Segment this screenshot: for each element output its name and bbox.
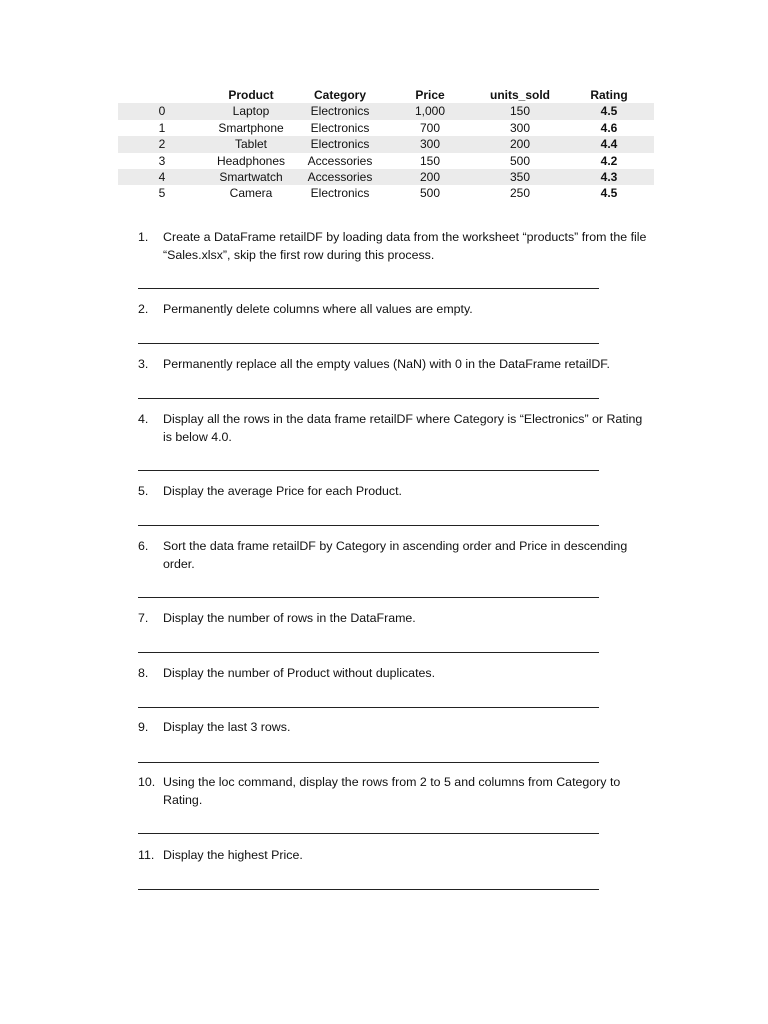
row-index: 5 <box>158 186 166 201</box>
cell-price: 150 <box>419 153 441 168</box>
table-row <box>118 169 654 185</box>
cell-price: 300 <box>384 136 476 152</box>
row-index: 1 <box>158 120 166 135</box>
question-text: Create a DataFrame retailDF by loading data from the worksheet “products” from the file “Sales.xlsx”, skip the first row during this process. <box>163 230 647 262</box>
cell-price: 700 <box>419 120 441 135</box>
row-index: 2 <box>118 136 206 152</box>
cell-category: Electronics <box>296 136 384 152</box>
cell-units-sold: 350 <box>476 169 564 185</box>
cell-rating: 4.4 <box>564 136 654 152</box>
cell-product: Headphones <box>216 153 286 168</box>
answer-line[interactable] <box>138 597 599 598</box>
cell-rating: 4.5 <box>600 186 618 201</box>
answer-line[interactable] <box>138 652 599 653</box>
row-index: 4 <box>118 169 206 185</box>
answer-line[interactable] <box>138 288 599 289</box>
question-number: 11. <box>138 848 155 862</box>
answer-line[interactable] <box>138 833 599 834</box>
question-text: Display the number of Product without duplicates. <box>163 666 436 680</box>
question-number: 10. <box>138 775 156 789</box>
cell-product: Laptop <box>206 103 296 119</box>
cell-category: Electronics <box>296 103 384 119</box>
question-number: 8. <box>138 666 149 680</box>
answer-line[interactable] <box>138 525 599 526</box>
cell-price: 200 <box>384 169 476 185</box>
cell-rating: 4.5 <box>564 103 654 119</box>
table-header-row <box>118 87 654 103</box>
question-text: Permanently delete columns where all values are empty. <box>163 302 473 316</box>
table-row <box>118 185 654 201</box>
question-text: Display the highest Price. <box>163 848 303 862</box>
row-index: 0 <box>118 103 206 119</box>
header-index <box>118 87 206 103</box>
table-row <box>118 136 654 152</box>
dataframe-table <box>118 87 654 202</box>
header-rating: Rating <box>590 88 628 102</box>
header-price: Price <box>415 88 445 102</box>
cell-product: Smartphone <box>218 120 284 135</box>
question-number: 9. <box>138 720 149 734</box>
question-number: 6. <box>138 539 149 553</box>
question-number: 3. <box>138 357 149 371</box>
cell-category: Accessories <box>307 153 373 168</box>
row-index: 3 <box>158 153 166 168</box>
cell-product: Tablet <box>206 136 296 152</box>
table-row <box>118 120 654 136</box>
answer-line[interactable] <box>138 889 599 890</box>
question-number: 4. <box>138 412 149 426</box>
cell-product: Camera <box>229 186 273 201</box>
answer-line[interactable] <box>138 343 599 344</box>
cell-rating: 4.6 <box>600 120 618 135</box>
cell-category: Electronics <box>310 120 370 135</box>
question-number: 5. <box>138 484 149 498</box>
table-row <box>118 103 654 119</box>
question-number: 1. <box>138 230 149 244</box>
question-text: Sort the data frame retailDF by Category in ascending order and Price in descending order. <box>163 539 628 571</box>
cell-units-sold: 200 <box>476 136 564 152</box>
question-text: Display the last 3 rows. <box>163 720 291 734</box>
answer-line[interactable] <box>138 470 599 471</box>
question-number: 7. <box>138 611 149 625</box>
cell-product: Smartwatch <box>206 169 296 185</box>
cell-units-sold: 150 <box>476 103 564 119</box>
cell-units-sold: 250 <box>509 186 531 201</box>
cell-units-sold: 500 <box>509 153 531 168</box>
answer-line[interactable] <box>138 707 599 708</box>
cell-category: Accessories <box>296 169 384 185</box>
question-text: Display the number of rows in the DataFrame. <box>163 611 416 625</box>
header-category: Category <box>313 88 366 102</box>
cell-rating: 4.2 <box>600 153 618 168</box>
question-text: Display the average Price for each Product. <box>163 484 402 498</box>
question-text: Using the loc command, display the rows from 2 to 5 and columns from Category to Rating. <box>163 775 621 807</box>
question-text: Display all the rows in the data frame retailDF where Category is “Electronics” or Rating is below 4.0. <box>163 412 643 444</box>
cell-price: 500 <box>419 186 441 201</box>
cell-price: 1,000 <box>384 103 476 119</box>
answer-line[interactable] <box>138 398 599 399</box>
question-number: 2. <box>138 302 149 316</box>
header-units-sold: units_sold <box>489 88 550 102</box>
cell-category: Electronics <box>310 186 370 201</box>
cell-rating: 4.3 <box>564 169 654 185</box>
header-product: Product <box>228 88 274 102</box>
table-row <box>118 153 654 169</box>
answer-line[interactable] <box>138 762 599 763</box>
cell-units-sold: 300 <box>509 120 531 135</box>
question-text: Permanently replace all the empty values (NaN) with 0 in the DataFrame retailDF. <box>163 357 610 371</box>
